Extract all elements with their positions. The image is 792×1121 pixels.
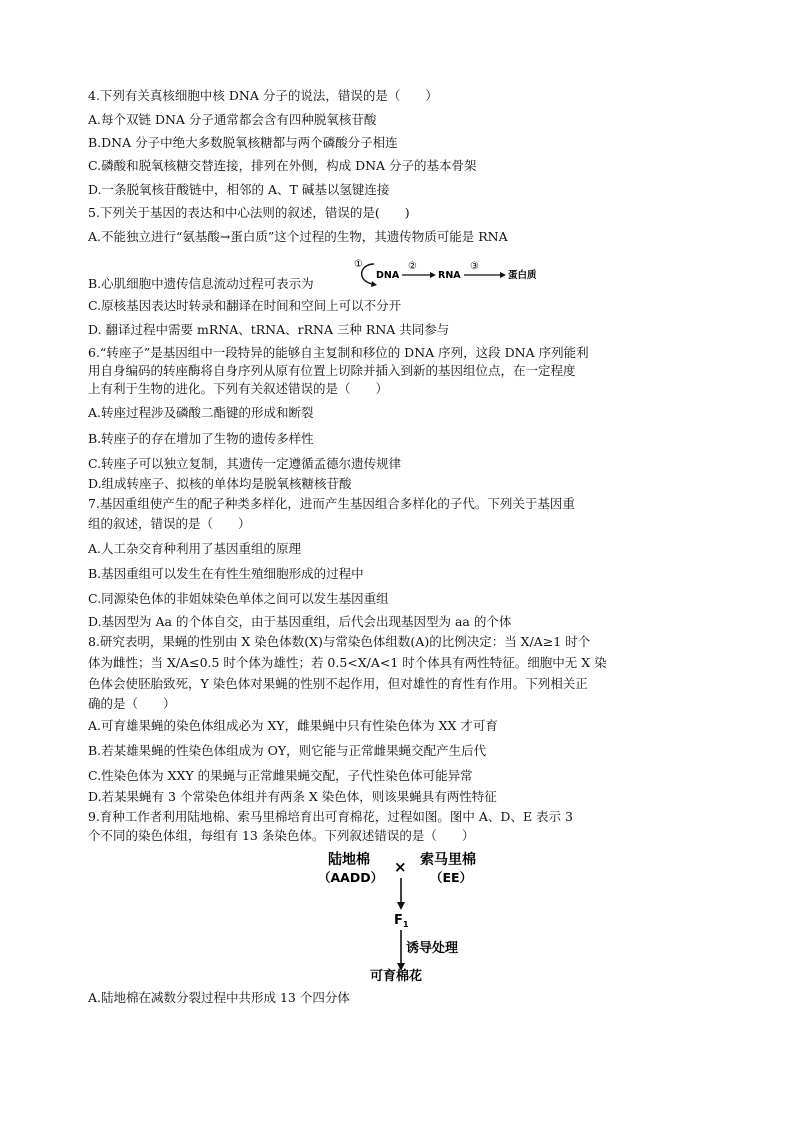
central-dogma-diagram [352,256,562,292]
node-protein: 蛋白质 [508,270,537,281]
q6-option-d: D.组成转座子、拟核的单体均是脱氧核糖核苷酸 [88,476,352,491]
q7-option-a: A.人工杂交育种利用了基因重组的原理 [88,541,302,556]
q8-option-c: C.性染色体为 XXY 的果蝇与正常雌果蝇交配，子代性染色体可能异常 [88,768,473,783]
parent1-genome: （AADD） [318,870,384,885]
q6-stem-line-1: 6.“转座子”是基因组中一段特异的能够自主复制和移位的 DNA 序列，这段 DNA 序列能利 [88,345,589,360]
q8-stem-line-4: 确的是（ ） [88,696,176,711]
replication-loop [362,264,374,284]
q9-option-a: A.陆地棉在减数分裂过程中共形成 13 个四分体 [88,990,350,1005]
q5-stem: 5.下列关于基因的表达和中心法则的叙述，错误的是( ) [88,205,410,220]
q8-option-b: B.若某雄果蝇的性染色体组成为 OY，则它能与正常雌果蝇交配产生后代 [88,743,487,758]
q4-option-b: B.DNA 分子中绝大多数脱氧核糖都与两个磷酸分子相连 [88,135,398,150]
breeding-diagram [310,846,510,982]
arrowhead-translation [500,272,506,278]
q5-option-d: D. 翻译过程中需要 mRNA、tRNA、rRNA 三种 RNA 共同参与 [88,322,450,337]
step-2-label: ② [408,261,417,272]
parent2-genome: （EE） [430,870,473,885]
q7-option-b: B.基因重组可以发生在有性生殖细胞形成的过程中 [88,566,364,581]
result-label: 可育棉花 [370,969,423,982]
node-dna: DNA [376,270,400,281]
q6-option-c: C.转座子可以独立复制，其遗传一定遵循孟德尔遗传规律 [88,456,402,471]
step-1-label: ① [354,259,363,270]
q8-option-a: A.可育雄果蝇的染色体组成必为 XY，雌果蝇中只有性染色体为 XX 才可育 [88,718,498,733]
q4-option-c: C.磷酸和脱氧核糖交替连接，排列在外侧，构成 DNA 分子的基本骨架 [88,158,477,173]
q7-option-d: D.基因型为 Aa 的个体自交，由于基因重组，后代会出现基因型为 aa 的个体 [88,614,512,629]
cross-arrowhead [397,902,405,910]
q6-option-a: A.转座过程涉及磷酸二酯键的形成和断裂 [88,405,314,420]
replication-arrowhead [371,281,377,287]
q8-option-d: D.若某果蝇有 3 个常染色体组并有两条 X 染色体，则该果蝇具有两性特征 [88,789,497,804]
f1-subscript: 1 [403,920,409,929]
treatment-label: 诱导处理 [406,941,459,956]
parent2-name: 索马里棉 [420,852,476,868]
q8-stem-line-2: 体为雌性；当 X/A≤0.5 时个体为雄性；若 0.5<X/A<1 时个体具有两性特征。细胞中无 X 染 [88,655,607,670]
q9-stem-line-1: 9.育种工作者利用陆地棉、索马里棉培育出可育棉花，过程如图。图中 A、D、E 表示 3 [88,809,573,824]
q5-option-a: A.不能独立进行“氨基酸→蛋白质”这个过程的生物，其遗传物质可能是 RNA [88,229,508,244]
node-rna: RNA [438,270,461,281]
q4-option-a: A.每个双链 DNA 分子通常都会含有四种脱氧核苷酸 [88,112,377,127]
q6-stem-line-3: 上有利于生物的进化。下列有关叙述错误的是（ ） [88,381,389,396]
q8-stem-line-3: 色体会使胚胎致死，Y 染色体对果蝇的性别不起作用，但对雄性的育性有作用。下列相关正 [88,676,588,691]
q4-option-d: D.一条脱氧核苷酸链中，相邻的 A、T 碱基以氢键连接 [88,182,390,197]
q8-stem-line-1: 8.研究表明，果蝇的性别由 X 染色体数(X)与常染色体组数(A)的比例决定：当 X/A≥1 时个 [88,634,591,649]
q6-option-b: B.转座子的存在增加了生物的遗传多样性 [88,431,314,446]
q7-stem-line-1: 7.基因重组使产生的配子种类多样化，进而产生基因组合多样化的子代。下列关于基因重 [88,496,575,511]
q9-stem-line-2: 个不同的染色体组，每组有 13 条染色体。下列叙述错误的是（ ） [88,828,475,843]
q7-option-c: C.同源染色体的非姐妹染色单体之间可以发生基因重组 [88,591,389,606]
q6-stem-line-2: 用自身编码的转座酶将自身序列从原有位置上切除并插入到新的基因组位点，在一定程度 [88,363,576,378]
arrowhead-transcription [430,272,436,278]
f1-label: F [394,913,403,928]
parent1-name: 陆地棉 [328,852,370,868]
q7-stem-line-2: 组的叙述，错误的是（ ） [88,516,251,531]
q4-stem: 4.下列有关真核细胞中核 DNA 分子的说法，错误的是（ ） [88,88,438,103]
q5-option-c: C.原核基因表达时转录和翻译在时间和空间上可以不分开 [88,298,402,313]
q5-option-b: B.心肌细胞中遗传信息流动过程可表示为 [88,276,314,291]
cross-symbol: × [394,858,407,876]
step-3-label: ③ [470,261,479,272]
